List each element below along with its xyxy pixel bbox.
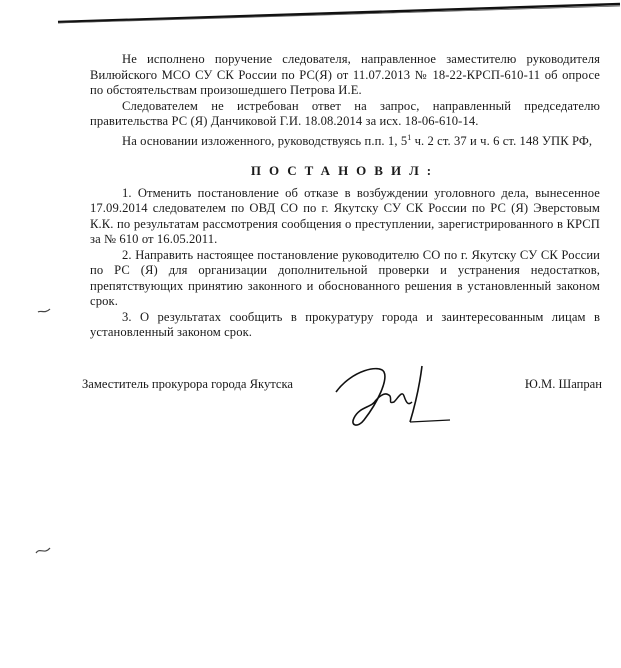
resolution-item-3: 3. О результатах сообщить в прокуратуру города и заинтересованным лицам в установленный законом срок. bbox=[90, 309, 600, 340]
scan-artifact-mark bbox=[36, 306, 52, 318]
signatory-name: Ю.М. Шапран bbox=[524, 377, 602, 391]
paragraph-request-not-obtained: Следователем не истребован ответ на запрос, направленный председателю правительства РС (Я) Данчиковой Г.И. 18.08.2014 за исх. 18-06-610-14. bbox=[90, 98, 600, 128]
legal-basis-text-end: ч. 2 ст. 37 и ч. 6 ст. 148 УПК РФ, bbox=[411, 133, 593, 148]
signature-block bbox=[82, 370, 602, 440]
document-body bbox=[90, 52, 600, 341]
signatory-title: Заместитель прокурора города Якутска bbox=[82, 377, 294, 391]
paragraph-order-not-executed: Не исполнено поручение следователя, направленное заместителю руководителя Вилюйского МСО СУ СК России по РС(Я) от 11.07.2013 № 18-22-КРСП-610-11 об опросе по обстоятельствам произошедшего Петрова И.Е. bbox=[90, 52, 600, 97]
handwritten-signature bbox=[332, 362, 452, 432]
scan-artifact-mark-lower bbox=[34, 543, 52, 559]
resolution-item-2: 2. Направить настоящее постановление руководителю СО по г. Якутску СУ СК России по РС (Я) для организации дополнительной проверки и устранения недостатков, препятствующих принятию законного и обоснованного решения в установленный законом срок. bbox=[90, 247, 600, 309]
resolution-heading: ПОСТАНОВИЛ: bbox=[250, 163, 440, 179]
paragraph-legal-basis bbox=[90, 130, 600, 150]
resolution-item-1: 1. Отменить постановление об отказе в возбуждении уголовного дела, вынесенное 17.09.2014 следователем по ОВД СО по г. Якутску СУ СК России по РС (Я) Эверстовым К.К. по результатам рассмотрения сообщения о преступлении, зарегистрированного в КРСП за № 610 от 16.05.2011. bbox=[90, 185, 600, 247]
legal-basis-text: На основании изложенного, руководствуясь п.п. 1, 5 bbox=[122, 133, 408, 148]
legal-basis-superscript: 1 bbox=[407, 132, 412, 142]
scan-top-edge bbox=[20, 2, 621, 24]
